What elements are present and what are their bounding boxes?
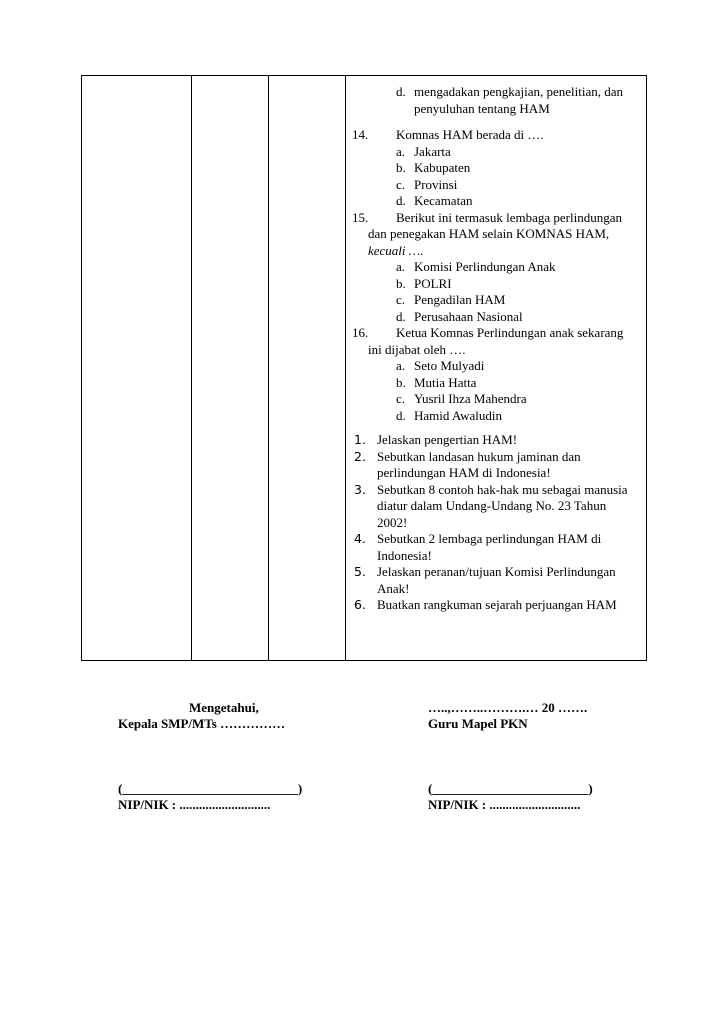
option-letter: d.	[396, 193, 406, 208]
essay-text-line: diatur dalam Undang-Undang No. 23 Tahun	[377, 498, 607, 513]
question-emphasis: kecuali ….	[368, 242, 424, 258]
option-letter: d.	[396, 407, 406, 423]
answer-option	[344, 193, 644, 210]
option-text: Jakarta	[414, 143, 451, 159]
essay-item	[344, 432, 644, 449]
essay-text-line: Jelaskan peranan/tujuan Komisi Perlindungan	[377, 564, 616, 579]
principal-name-line: (___________________________)	[118, 781, 303, 796]
principal-role: Kepala SMP/MTs ……………	[118, 716, 286, 731]
answer-option	[344, 391, 644, 408]
question-text: Komnas HAM berada di ….	[396, 127, 544, 142]
question-number: 15.	[352, 209, 369, 225]
essay-number: 5.	[354, 564, 366, 579]
column-divider	[268, 76, 269, 660]
date-line: …..,……..……….… 20 …….	[428, 700, 588, 715]
option-text: POLRI	[414, 275, 452, 291]
question-item	[344, 210, 644, 227]
multiple-choice-list	[344, 127, 644, 424]
question-text: Ketua Komnas Perlindungan anak sekarang	[396, 325, 624, 340]
essay-text-line: Indonesia!	[377, 547, 432, 563]
option-text: Kabupaten	[414, 160, 471, 175]
option-text: Kecamatan	[414, 193, 473, 208]
principal-nip: NIP/NIK : ............................	[118, 797, 271, 812]
essay-text-line: Sebutkan 2 lembaga perlindungan HAM di	[377, 531, 602, 546]
option-text: Hamid Awaludin	[414, 407, 502, 423]
option-letter: c.	[396, 176, 406, 192]
answer-option	[344, 358, 644, 375]
essay-number: 2.	[354, 448, 366, 464]
answer-option	[344, 144, 644, 161]
teacher-nip: NIP/NIK : ............................	[428, 797, 581, 812]
answer-option	[344, 408, 644, 425]
essay-text-line: Sebutkan 8 contoh hak-hak mu sebagai manusia	[377, 481, 628, 497]
question-text: Berikut ini termasuk lembaga perlindungan	[396, 209, 622, 225]
option-letter: c.	[396, 292, 406, 307]
essay-item	[344, 531, 644, 564]
option-text: Mutia Hatta	[414, 374, 477, 390]
answer-option	[344, 259, 644, 276]
column-divider	[191, 76, 192, 660]
essay-text-line: Buatkan rangkuman sejarah perjuangan HAM	[377, 597, 617, 612]
option-letter: d.	[396, 308, 406, 324]
essay-text-line: Jelaskan pengertian HAM!	[377, 432, 518, 447]
assessment-content	[344, 84, 644, 614]
essay-text-line: Anak!	[377, 580, 410, 596]
option-text: Yusril Ihza Mahendra	[414, 391, 527, 406]
essay-item	[344, 482, 644, 532]
answer-option	[344, 160, 644, 177]
prev-option: d. mengadakan pengkajian, penelitian, dan	[396, 84, 624, 99]
answer-option	[344, 276, 644, 293]
option-letter: b.	[396, 160, 406, 175]
answer-option	[344, 177, 644, 194]
essay-item	[344, 597, 644, 614]
question-number: 16.	[352, 325, 369, 340]
essay-item	[344, 564, 644, 597]
essay-text-line: Sebutkan landasan hukum jaminan dan	[377, 448, 581, 464]
option-letter: a.	[396, 143, 406, 159]
option-text: Perusahaan Nasional	[414, 308, 523, 324]
option-letter: a.	[396, 358, 406, 373]
question-text-cont: dan penegakan HAM selain KOMNAS HAM,	[368, 226, 610, 241]
essay-number: 1.	[354, 432, 366, 447]
answer-option	[344, 309, 644, 326]
option-letter: b.	[396, 374, 406, 390]
essay-text-line: 2002!	[377, 514, 408, 530]
approval-title: Mengetahui,	[189, 700, 259, 715]
answer-option	[344, 375, 644, 392]
option-text: Provinsi	[414, 176, 458, 192]
question-item	[344, 325, 644, 342]
option-text: Komisi Perlindungan Anak	[414, 259, 556, 274]
teacher-name-line: (________________________)	[428, 781, 593, 796]
essay-list	[344, 432, 644, 614]
essay-text-line: perlindungan HAM di Indonesia!	[377, 465, 551, 480]
teacher-role: Guru Mapel PKN	[428, 716, 528, 731]
question-text-cont: ini dijabat oleh ….	[368, 341, 466, 357]
essay-number: 4.	[354, 531, 366, 546]
essay-item	[344, 449, 644, 482]
essay-number: 3.	[354, 481, 366, 497]
prev-option-cont: penyuluhan tentang HAM	[414, 100, 550, 116]
option-letter: a.	[396, 259, 406, 274]
question-number: 14.	[352, 127, 369, 142]
question-item	[344, 127, 644, 144]
option-letter: b.	[396, 275, 406, 291]
answer-option	[344, 292, 644, 309]
option-letter: c.	[396, 391, 406, 406]
option-text: Pengadilan HAM	[414, 292, 506, 307]
option-text: Seto Mulyadi	[414, 358, 485, 373]
essay-number: 6.	[354, 597, 366, 612]
